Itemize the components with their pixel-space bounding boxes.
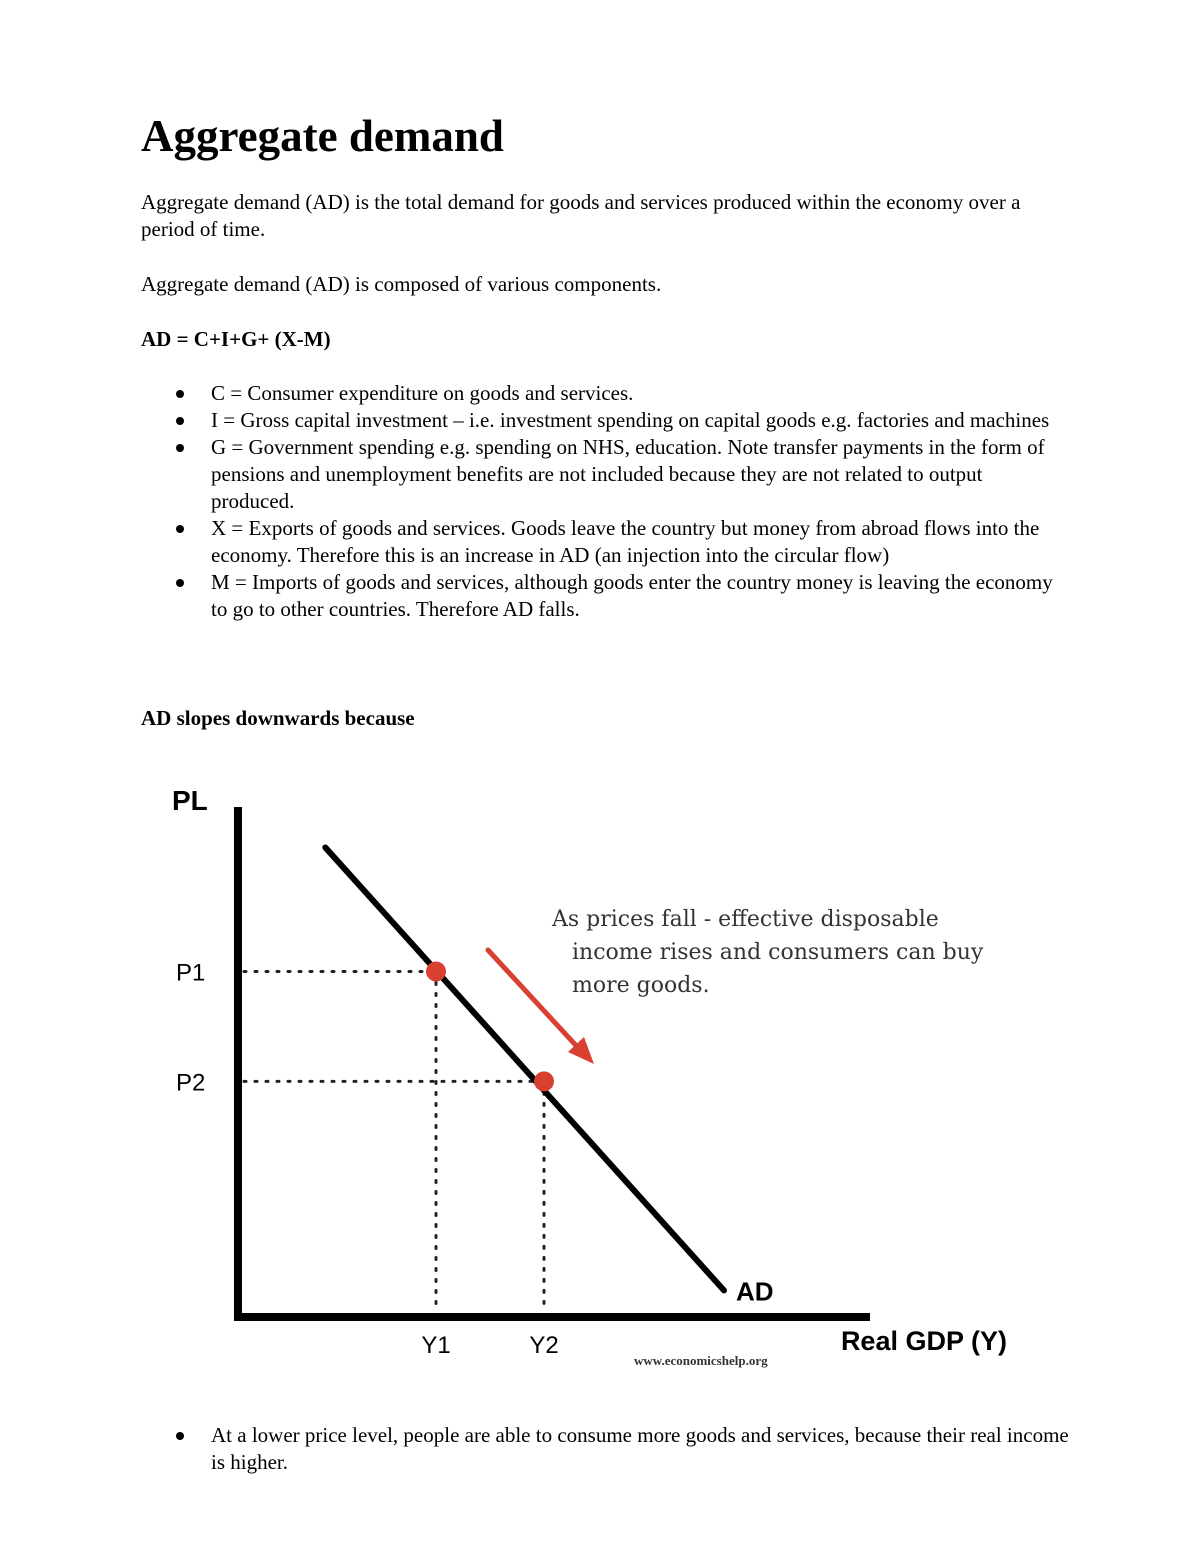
- data-point-y2: [534, 1071, 554, 1091]
- list-item-real-income: At a lower price level, people are able to consume more goods and services, because their real income is higher.: [141, 1422, 1071, 1476]
- annotation-line-3: more goods.: [572, 973, 710, 998]
- intro-paragraph-definition: Aggregate demand (AD) is the total demand for goods and services produced within the economy over a period of time.: [141, 190, 1021, 241]
- curve-label-ad: AD: [736, 1276, 774, 1307]
- tick-label-y1: Y1: [421, 1332, 451, 1359]
- source-credit: www.economicshelp.org: [634, 1353, 768, 1368]
- list-item-investment: I = Gross capital investment – i.e. investment spending on capital goods e.g. factories and machines: [141, 407, 1071, 434]
- x-axis-label: Real GDP (Y): [840, 1326, 1007, 1356]
- page-title: Aggregate demand: [141, 111, 504, 161]
- y-axis-label: PL: [172, 785, 208, 816]
- intro-paragraph-components: Aggregate demand (AD) is composed of various components.: [141, 272, 662, 296]
- ad-formula: AD = C+I+G+ (X-M): [141, 327, 331, 351]
- aggregate-demand-chart: [150, 772, 1030, 1392]
- tick-label-y2: Y2: [529, 1332, 559, 1359]
- list-item-imports: M = Imports of goods and services, although goods enter the country money is leaving the economy to go to other countries. Therefore AD falls.: [141, 569, 1071, 623]
- annotation-line-2: income rises and consumers can buy: [572, 940, 984, 965]
- tick-label-p1: P1: [176, 959, 206, 987]
- tick-label-p2: P2: [176, 1069, 206, 1097]
- components-list: [141, 380, 1071, 623]
- list-item-consumption: C = Consumer expenditure on goods and services.: [141, 380, 1071, 407]
- slope-heading: AD slopes downwards because: [141, 706, 415, 730]
- list-item-exports: X = Exports of goods and services. Goods leave the country but money from abroad flows into the economy. Therefore this is an increase in AD (an injection into the circular flow): [141, 515, 1071, 569]
- list-item-government: G = Government spending e.g. spending on NHS, education. Note transfer payments in the form of pensions and unemployment benefits are not included because they are not related to output produced.: [141, 434, 1071, 515]
- data-point-y1: [426, 961, 446, 981]
- annotation-line-1: As prices fall - effective disposable: [552, 907, 939, 932]
- price-fall-arrow: [488, 950, 582, 1052]
- slope-reasons-list: [141, 1422, 1071, 1476]
